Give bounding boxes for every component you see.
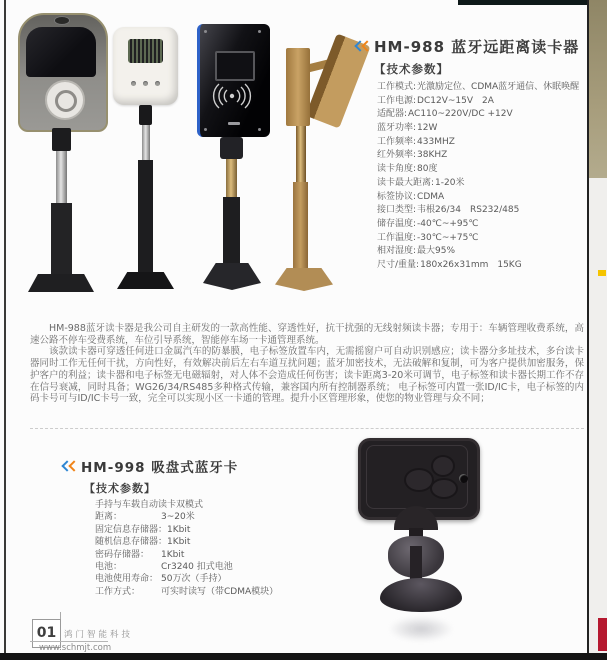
adjacent-page-yellow-mark bbox=[598, 270, 606, 276]
product-description bbox=[30, 323, 584, 405]
spec-row: 手持与车载自动读卡双模式 bbox=[95, 500, 204, 510]
spec-row: 工作方式： 可实时读写（带CDMA模块） bbox=[95, 586, 279, 597]
specs-988-list bbox=[377, 81, 579, 273]
tag-button bbox=[431, 455, 455, 477]
reader4-head bbox=[286, 48, 310, 126]
spec-row: 尺寸/重量:180x26x31mm 15KG bbox=[377, 259, 522, 270]
page-number-badge: 01 bbox=[32, 619, 61, 648]
footer-company-name: 鸿门智能科技 bbox=[64, 630, 134, 640]
adjacent-page-red-mark bbox=[598, 618, 607, 651]
reader3-screw bbox=[258, 30, 261, 33]
spec-row: 工作电源:DC12V~15V 2A bbox=[377, 95, 494, 106]
spec-row: 电池使用寿命： 50万次（手持） bbox=[95, 574, 227, 585]
reader2-button-dot bbox=[143, 81, 148, 86]
spec-row: 储存温度:-40℃~+95℃ bbox=[377, 218, 479, 229]
spec-row: 红外频率:38KHZ bbox=[377, 150, 448, 161]
spec-row: 工作频率:433MHZ bbox=[377, 136, 455, 147]
reader4-base bbox=[275, 268, 333, 291]
chevron-orange-icon bbox=[68, 460, 79, 471]
tag-led-indicator bbox=[459, 474, 468, 483]
spec-row: 适配器:AC110~220V/DC +12V bbox=[377, 109, 513, 120]
left-border-line bbox=[4, 0, 6, 660]
reader3-screw bbox=[204, 30, 207, 33]
reader1-pole-lower bbox=[51, 203, 72, 275]
description-paragraph-2: 该款读卡器可穿透任何进口金属汽车的防暴膜，电子标签放置车内，无需摇窗户可自动识别感应；读卡器分多址技术，多台读卡器同时工作无任何干扰，方向性好，有效解决前后左右车道互扰问题；蓝牙加密技术，无法破解和复制，可为客户提供加密服务，保护客户的利益；读卡器和电子标签无电磁辐射，对人体不会造成任何伤害；读卡距离3-20米可调节，电子标签和读卡器长期工作不存在信号衰减，同时具备；WG26/34/RS485多种格式传输，兼容国内所有控制器系统； 电子标签可内置一张ID/IC卡，电子标签的内码卡号可与ID/IC卡号一致，完全可以实现小区一卡通的管理。提升小区管理形象，使您的物业管理与众不同； bbox=[30, 346, 584, 405]
reader2-pole bbox=[139, 105, 152, 125]
adjacent-page-photo-edge bbox=[589, 0, 607, 178]
reader3-pole-brass bbox=[226, 159, 237, 197]
tag-reflection bbox=[388, 616, 454, 642]
reader2-display bbox=[128, 39, 163, 63]
spec-row: 工作温度:-30℃~+75℃ bbox=[377, 232, 479, 243]
top-edge-strip bbox=[458, 0, 589, 5]
footer-website: www.schmjt.com bbox=[39, 643, 112, 653]
product-988-title-text: HM-988 蓝牙远距离读卡器 bbox=[374, 38, 580, 56]
reader3-base bbox=[203, 263, 261, 290]
footer-divider-line bbox=[30, 641, 108, 642]
spec-row: 固定信息存储器：1Kbit bbox=[95, 524, 191, 535]
spec-row: 读卡最大距离:1-20米 bbox=[377, 177, 465, 188]
spec-row: 标签协议:CDMA bbox=[377, 191, 445, 202]
product-998-title bbox=[63, 456, 238, 476]
product-988-title bbox=[356, 36, 579, 57]
reader2-button-dot bbox=[155, 81, 160, 86]
tag-suction-base bbox=[380, 578, 462, 612]
reader2-pole-lower bbox=[138, 160, 153, 272]
reader2-button-dot bbox=[131, 81, 136, 86]
reader4-pole-lower bbox=[293, 182, 308, 270]
reader1-base bbox=[28, 274, 94, 292]
chevron-orange-icon bbox=[361, 40, 372, 51]
specs-998-header: 【技术参数】 bbox=[84, 482, 156, 495]
reader4-pole bbox=[296, 126, 306, 182]
spec-row: 密码存储器： 1Kbit bbox=[95, 549, 185, 560]
spec-row: 蓝牙功率:12W bbox=[377, 123, 438, 134]
reader3-screw bbox=[258, 128, 261, 131]
reader2-base bbox=[117, 272, 174, 289]
reader1-antenna-ring-inner bbox=[55, 90, 77, 112]
reader1-screw bbox=[54, 16, 70, 25]
reader3-screen bbox=[215, 51, 255, 81]
spec-row: 接口类型:韦根26/34 RS232/485 bbox=[377, 205, 520, 216]
description-paragraph-1: HM-988蓝牙读卡器是我公司自主研发的一款高性能、穿透性好，抗干扰强的无线射频读卡器；专用于：车辆管理收费系统，高速公路不停车受费系统，车位引导系统，智能停车场一卡通管理系统。 bbox=[30, 323, 584, 346]
reader1-pole-chrome bbox=[56, 151, 67, 203]
reader3-logo-mark bbox=[228, 122, 240, 125]
reader1-screen bbox=[26, 27, 96, 77]
spec-row: 相对湿度:最大95% bbox=[377, 246, 456, 257]
reader3-pole bbox=[220, 137, 243, 159]
tag-button bbox=[430, 478, 458, 499]
spec-row: 工作模式:光激励定位、CDMA蓝牙通信、休眠唤醒 bbox=[377, 82, 580, 92]
specs-998-list bbox=[95, 499, 278, 598]
reader3-screw bbox=[204, 128, 207, 131]
reader1-pole bbox=[52, 128, 71, 151]
spec-row: 随机信息存储器：1Kbit bbox=[95, 537, 191, 548]
bottom-border-strip bbox=[0, 653, 607, 660]
spec-row: 读卡角度:80度 bbox=[377, 164, 438, 175]
product-998-title-text: HM-998 吸盘式蓝牙卡 bbox=[81, 460, 239, 476]
product-photo-suction-tag bbox=[330, 428, 510, 656]
reader3-pole-lower bbox=[223, 197, 240, 265]
reader2-pole-chrome bbox=[142, 125, 150, 160]
spec-row: 距离： 3~20米 bbox=[95, 512, 195, 523]
rfid-wave-icon bbox=[212, 83, 252, 109]
specs-988-header: 【技术参数】 bbox=[374, 62, 449, 76]
spec-row: 电池： Cr3240 扣式电池 bbox=[95, 561, 233, 572]
